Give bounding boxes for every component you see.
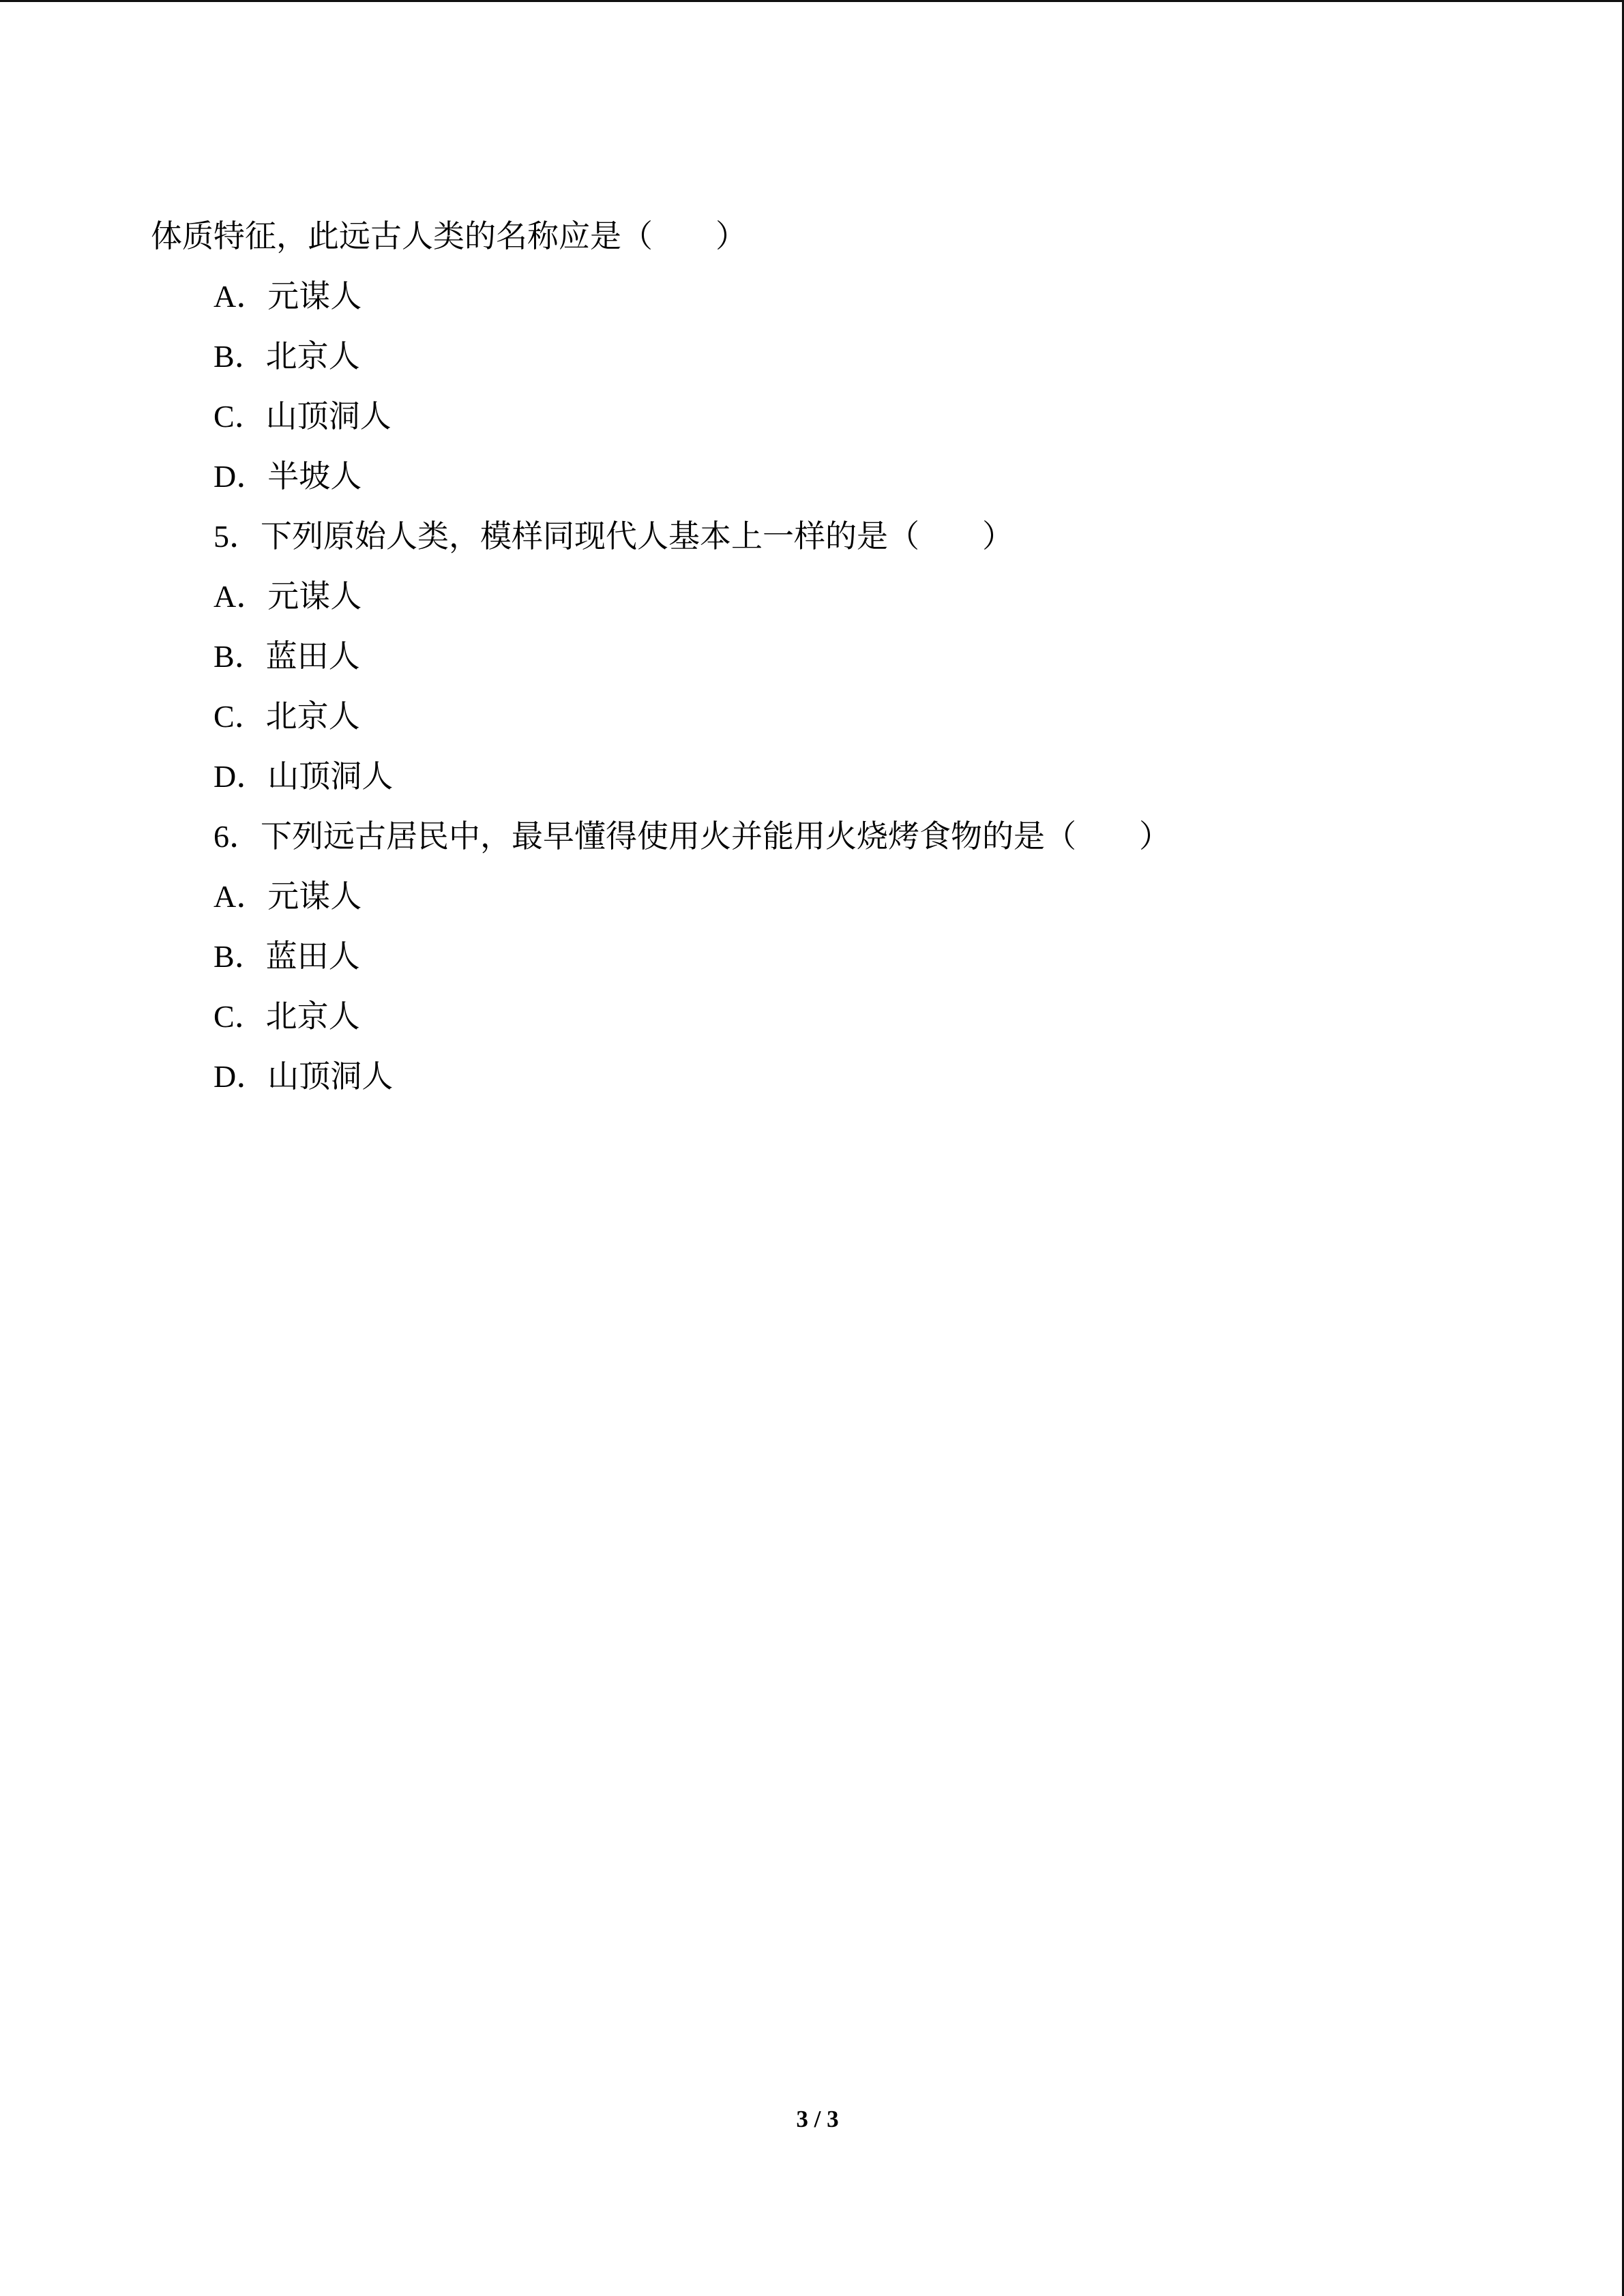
question-4-option-a: A．元谋人 [213,279,362,314]
question-4-option-d: D．半坡人 [213,459,362,494]
question-4-option-c: C．山顶洞人 [213,399,392,434]
question-6-option-d: D．山顶洞人 [213,1059,394,1094]
question-5-option-a: A．元谋人 [213,579,362,614]
question-6-option-a: A．元谋人 [213,879,362,914]
question-6 [151,807,1501,1107]
question-4-continued [151,207,1501,507]
question-6-option-c: C．北京人 [213,999,360,1034]
question-5-option-b: B．蓝田人 [213,639,360,674]
question-4-option-b: B．北京人 [213,339,360,374]
question-5-option-c: C．北京人 [213,699,360,734]
question-5-stem: 5．下列原始人类，模样同现代人基本上一样的是（ ） [213,519,1014,554]
question-6-option-b: B．蓝田人 [213,939,360,974]
page-number: 3 / 3 [796,2106,839,2132]
question-5-option-d: D．山顶洞人 [213,759,394,794]
question-5 [151,507,1501,807]
question-4-stem-continued: 体质特征，此远古人类的名称应是（ ） [151,219,747,254]
question-6-stem: 6．下列远古居民中，最早懂得使用火并能用火烧烤食物的是（ ） [213,819,1170,854]
document-body [151,207,1501,1107]
